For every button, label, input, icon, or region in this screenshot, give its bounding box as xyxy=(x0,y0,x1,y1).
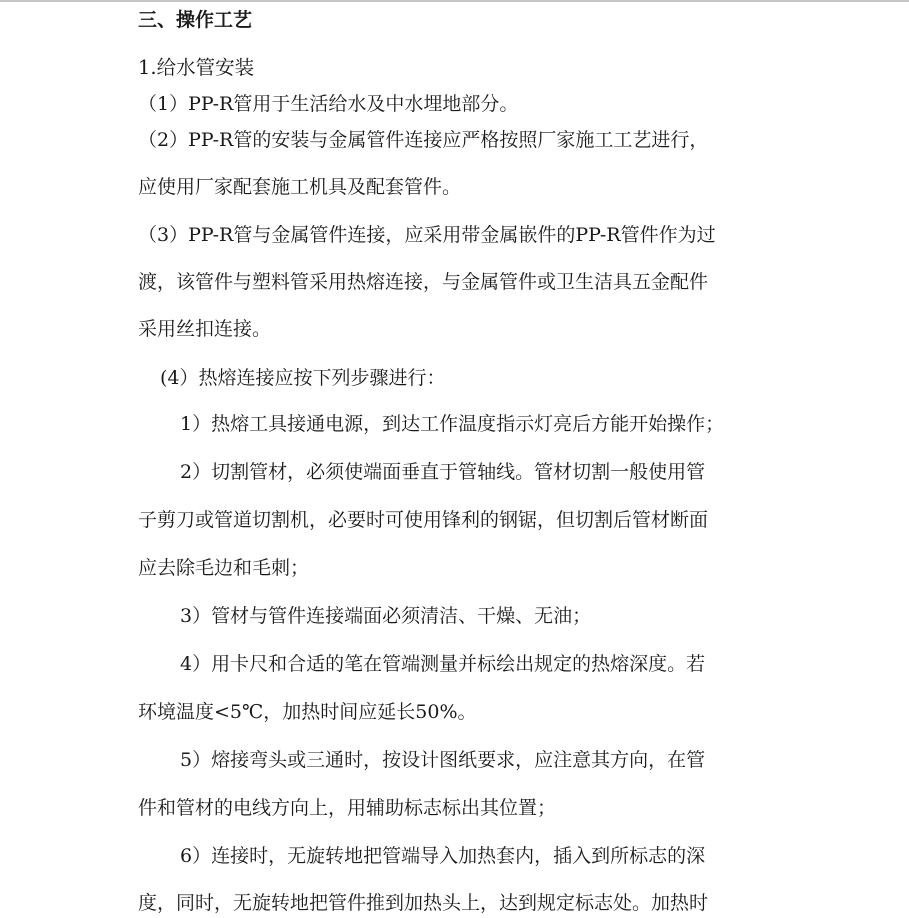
step-3: 3）管材与管件连接端面必须清洁、干燥、无油； xyxy=(180,605,592,627)
top-divider xyxy=(0,0,909,2)
step-4-line-2: 环境温度<5℃，加热时间应延长50%。 xyxy=(138,701,477,723)
paragraph-3-line-3: 采用丝扣连接。 xyxy=(138,318,272,340)
step-2-line-2: 子剪刀或管道切割机，必要时可使用锋利的钢锯，但切割后管材断面 xyxy=(138,509,709,531)
paragraph-3-line-1: （3）PP-R管与金属管件连接，应采用带金属嵌件的PP-R管件作为过 xyxy=(138,224,716,246)
step-5-line-1: 5）熔接弯头或三通时，按设计图纸要求，应注意其方向，在管 xyxy=(180,749,706,771)
paragraph-2-line-1: （2）PP-R管的安装与金属管件连接应严格按照厂家施工工艺进行， xyxy=(138,129,709,151)
subsection-title: 1.给水管安装 xyxy=(138,56,255,79)
step-2-line-1: 2）切割管材，必须使端面垂直于管轴线。管材切割一般使用管 xyxy=(180,461,706,483)
paragraph-3-line-2: 渡，该管件与塑料管采用热熔连接，与金属管件或卫生洁具五金配件 xyxy=(138,271,709,293)
step-2-line-3: 应去除毛边和毛刺； xyxy=(138,557,310,579)
paragraph-2-line-2: 应使用厂家配套施工机具及配套管件。 xyxy=(138,176,462,198)
step-6-line-2: 度，同时，无旋转地把管件推到加热头上，达到规定标志处。加热时 xyxy=(138,892,709,914)
step-4-line-1: 4）用卡尺和合适的笔在管端测量并标绘出规定的热熔深度。若 xyxy=(180,653,706,675)
paragraph-4: (4）热熔连接应按下列步骤进行： xyxy=(160,367,446,389)
step-1: 1）热熔工具接通电源，到达工作温度指示灯亮后方能开始操作； xyxy=(180,413,725,435)
step-5-line-2: 件和管材的电线方向上，用辅助标志标出其位置； xyxy=(138,797,557,819)
section-heading: 三、操作工艺 xyxy=(138,9,253,31)
paragraph-1: （1）PP-R管用于生活给水及中水埋地部分。 xyxy=(138,93,519,115)
step-6-line-1: 6）连接时，无旋转地把管端导入加热套内，插入到所标志的深 xyxy=(180,845,706,867)
